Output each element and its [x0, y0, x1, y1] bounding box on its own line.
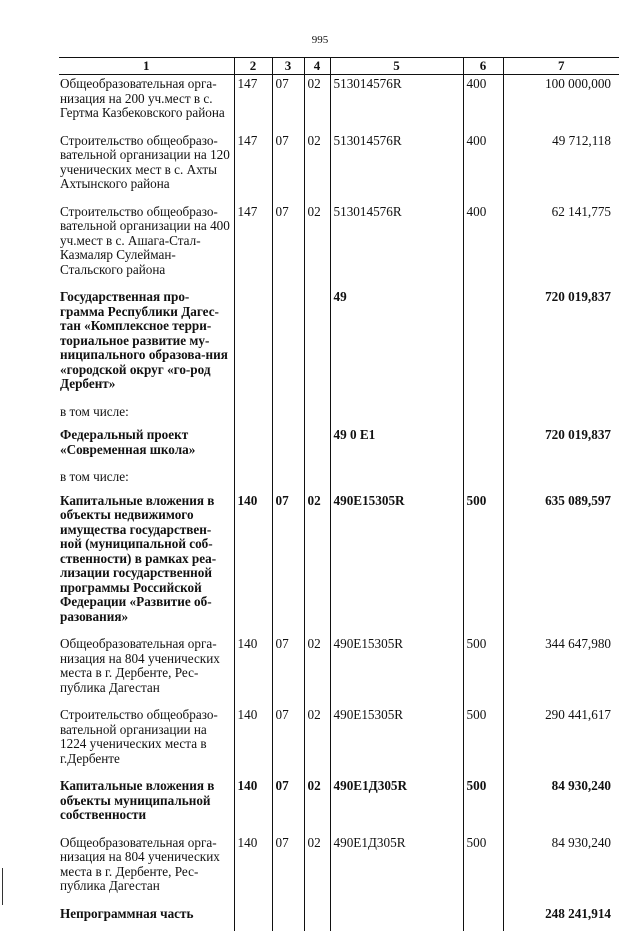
row-name-cell: Непрограммная часть — [59, 904, 234, 931]
table-row — [59, 776, 619, 833]
row-amount-cell: 84 930,240 — [503, 776, 619, 833]
row-col2-cell: 140 — [234, 491, 272, 635]
row-col2-cell: 147 — [234, 202, 272, 288]
row-name-cell: Строительство общеобразо-вательной организации на 120 ученических мест в с. Ахты Ахтынского района — [59, 131, 234, 202]
row-col3-cell: 07 — [272, 202, 304, 288]
table-row — [59, 904, 619, 931]
row-amount-cell: 100 000,000 — [503, 75, 619, 131]
row-col3-cell: 07 — [272, 131, 304, 202]
row-col6-cell: 500 — [463, 634, 503, 705]
header-col-7: 7 — [503, 58, 619, 75]
table-row — [59, 75, 619, 131]
row-col5-cell: 513014576R — [330, 75, 463, 131]
row-col2-cell: 140 — [234, 776, 272, 833]
table-row — [59, 131, 619, 202]
row-col6-cell — [463, 402, 503, 426]
row-col6-cell: 400 — [463, 75, 503, 131]
row-col5-cell: 490E15305R — [330, 705, 463, 776]
table-body — [59, 75, 619, 931]
row-col5-cell: 513014576R — [330, 202, 463, 288]
row-col2-cell: 140 — [234, 634, 272, 705]
row-col3-cell: 07 — [272, 491, 304, 635]
table-row — [59, 491, 619, 635]
table-row — [59, 833, 619, 904]
row-name-cell: Строительство общеобразо-вательной организации на 400 уч.мест в с. Ашага-Стал-Казмаляр Сулейман-Стальского района — [59, 202, 234, 288]
row-col4-cell: 02 — [304, 705, 330, 776]
row-col5-cell: 490E1Д305R — [330, 776, 463, 833]
row-col4-cell: 02 — [304, 202, 330, 288]
row-col3-cell: 07 — [272, 634, 304, 705]
table-row — [59, 634, 619, 705]
row-col4-cell: 02 — [304, 131, 330, 202]
scan-edge-mark — [2, 868, 3, 905]
row-col5-cell: 49 — [330, 287, 463, 402]
row-col2-cell: 140 — [234, 833, 272, 904]
row-name-cell: в том числе: — [59, 402, 234, 426]
row-name-cell: Федеральный проект «Современная школа» — [59, 425, 234, 467]
row-amount-cell: 720 019,837 — [503, 287, 619, 402]
row-col4-cell — [304, 467, 330, 491]
row-col3-cell: 07 — [272, 705, 304, 776]
row-amount-cell — [503, 402, 619, 426]
row-col3-cell — [272, 904, 304, 931]
row-col6-cell — [463, 904, 503, 931]
row-col4-cell: 02 — [304, 776, 330, 833]
row-name-cell: Капитальные вложения в объекты недвижимого имущества государствен-ной (муниципальной соб-ственности) в рамках реа-лизации государственной программы Российской Федерации «Развитие об-разования» — [59, 491, 234, 635]
row-col4-cell — [304, 402, 330, 426]
table-row — [59, 402, 619, 426]
row-col5-cell: 490E15305R — [330, 634, 463, 705]
row-col5-cell — [330, 402, 463, 426]
row-col6-cell: 400 — [463, 131, 503, 202]
row-amount-cell: 344 647,980 — [503, 634, 619, 705]
row-col6-cell: 500 — [463, 776, 503, 833]
row-col4-cell: 02 — [304, 75, 330, 131]
row-col3-cell: 07 — [272, 75, 304, 131]
row-col3-cell — [272, 467, 304, 491]
row-col5-cell: 513014576R — [330, 131, 463, 202]
header-col-4: 4 — [304, 58, 330, 75]
row-name-cell: в том числе: — [59, 467, 234, 491]
row-col3-cell: 07 — [272, 776, 304, 833]
table-row — [59, 425, 619, 467]
table-row — [59, 467, 619, 491]
row-amount-cell: 720 019,837 — [503, 425, 619, 467]
row-col6-cell — [463, 287, 503, 402]
budget-table — [59, 57, 619, 931]
row-amount-cell: 248 241,914 — [503, 904, 619, 931]
row-col3-cell: 07 — [272, 833, 304, 904]
row-col4-cell — [304, 287, 330, 402]
row-col2-cell — [234, 402, 272, 426]
row-col5-cell — [330, 467, 463, 491]
table-row — [59, 202, 619, 288]
row-amount-cell: 290 441,617 — [503, 705, 619, 776]
row-col2-cell — [234, 425, 272, 467]
row-col4-cell: 02 — [304, 634, 330, 705]
table-row — [59, 287, 619, 402]
row-col4-cell: 02 — [304, 833, 330, 904]
table-header — [59, 58, 619, 75]
row-col2-cell — [234, 904, 272, 931]
row-amount-cell — [503, 467, 619, 491]
row-col2-cell: 140 — [234, 705, 272, 776]
row-amount-cell: 635 089,597 — [503, 491, 619, 635]
row-col6-cell: 500 — [463, 491, 503, 635]
row-col3-cell — [272, 287, 304, 402]
row-name-cell: Государственная про-грамма Республики Дагес-тан «Комплексное терри-ториальное развитие му-ниципального образова-ния «городской округ «го-род Дербент» — [59, 287, 234, 402]
header-col-1: 1 — [59, 58, 234, 75]
header-col-6: 6 — [463, 58, 503, 75]
row-col2-cell — [234, 467, 272, 491]
row-col5-cell: 490E15305R — [330, 491, 463, 635]
row-col4-cell: 02 — [304, 491, 330, 635]
row-col6-cell: 500 — [463, 705, 503, 776]
row-amount-cell: 49 712,118 — [503, 131, 619, 202]
header-row — [59, 58, 619, 75]
row-amount-cell: 84 930,240 — [503, 833, 619, 904]
row-amount-cell: 62 141,775 — [503, 202, 619, 288]
page-number: 995 — [0, 34, 640, 46]
row-name-cell: Общеобразовательная орга-низация на 804 ученических места в г. Дербенте, Рес-публика Дагестан — [59, 634, 234, 705]
row-col4-cell — [304, 425, 330, 467]
row-col3-cell — [272, 402, 304, 426]
row-col5-cell: 490E1Д305R — [330, 833, 463, 904]
row-name-cell: Общеобразовательная орга-низация на 200 уч.мест в с. Гертма Казбековского района — [59, 75, 234, 131]
row-col6-cell: 500 — [463, 833, 503, 904]
table-row — [59, 705, 619, 776]
row-col6-cell: 400 — [463, 202, 503, 288]
row-col4-cell — [304, 904, 330, 931]
row-col2-cell — [234, 287, 272, 402]
row-name-cell: Строительство общеобразо-вательной организации на 1224 ученических места в г.Дербенте — [59, 705, 234, 776]
row-name-cell: Капитальные вложения в объекты муниципальной собственности — [59, 776, 234, 833]
row-col2-cell: 147 — [234, 75, 272, 131]
row-col5-cell: 49 0 E1 — [330, 425, 463, 467]
header-col-2: 2 — [234, 58, 272, 75]
header-col-5: 5 — [330, 58, 463, 75]
row-col5-cell — [330, 904, 463, 931]
row-col6-cell — [463, 425, 503, 467]
row-col3-cell — [272, 425, 304, 467]
row-name-cell: Общеобразовательная орга-низация на 804 ученических места в г. Дербенте, Рес-публика Дагестан — [59, 833, 234, 904]
header-col-3: 3 — [272, 58, 304, 75]
row-col6-cell — [463, 467, 503, 491]
row-col2-cell: 147 — [234, 131, 272, 202]
